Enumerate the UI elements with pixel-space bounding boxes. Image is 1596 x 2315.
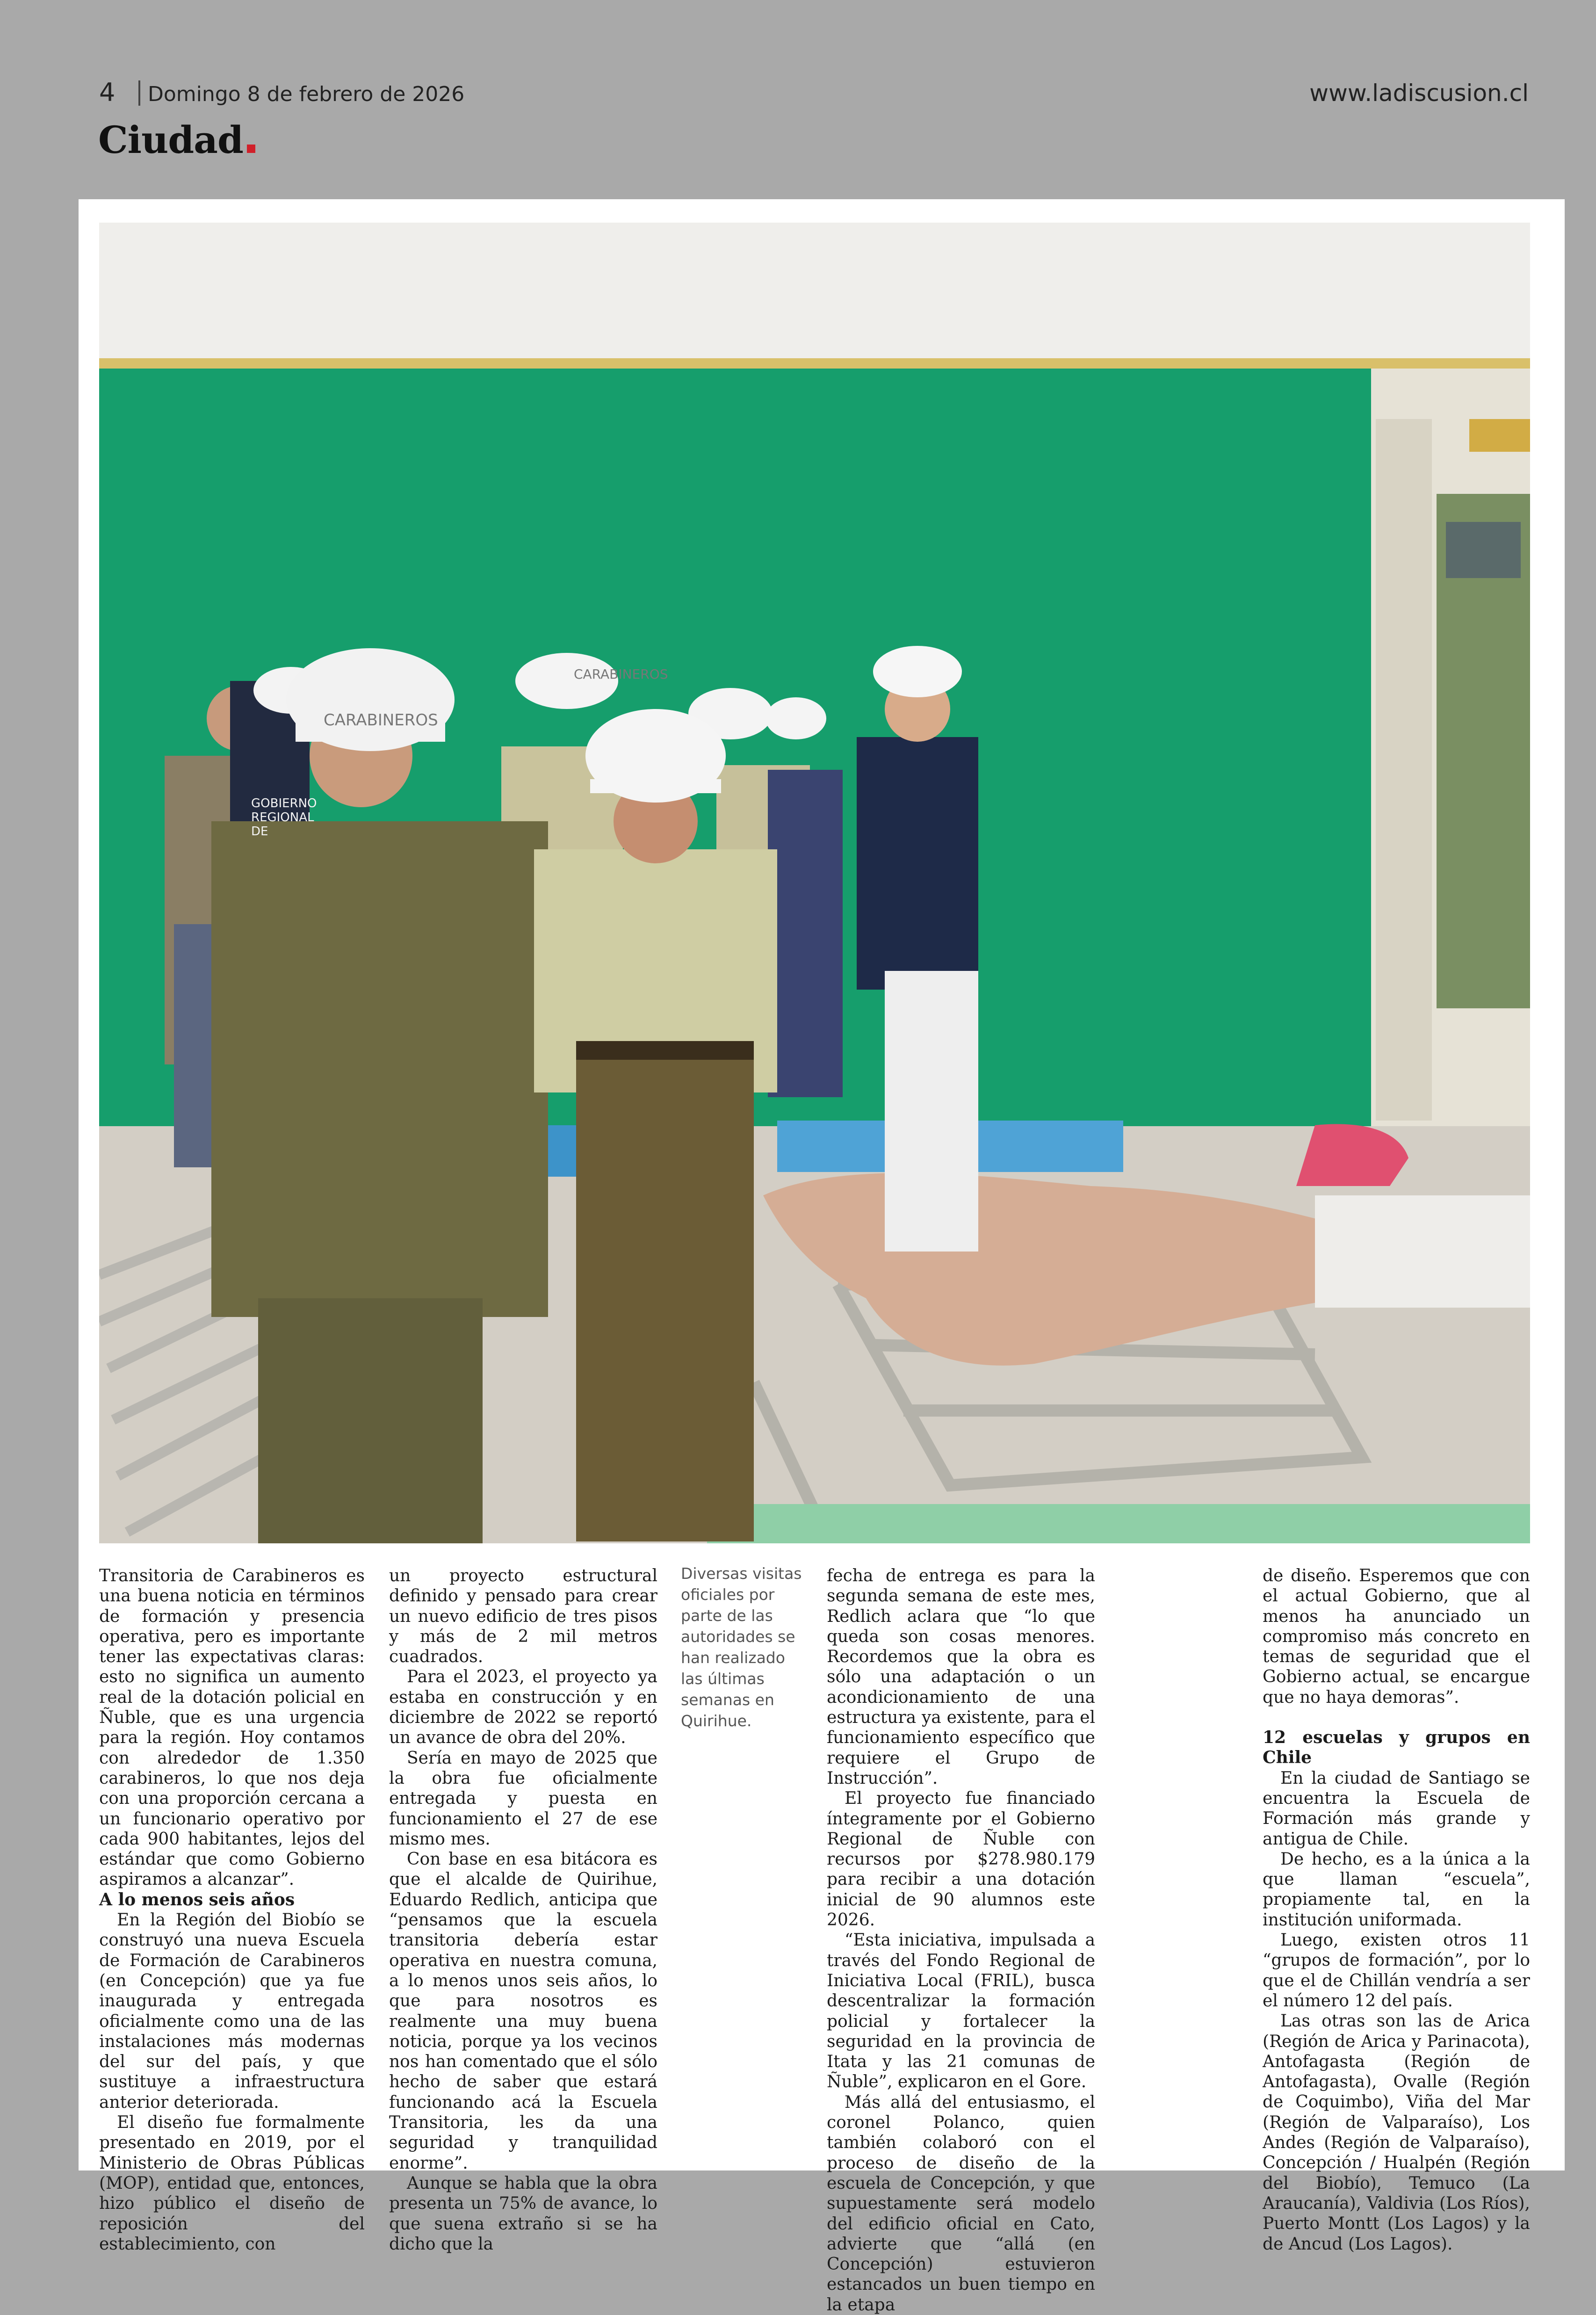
section-title: Ciudad — [98, 118, 255, 162]
paragraph: Sería en mayo de 2025 que la obra fue oficialmente entregada y puesta en funcionamiento el 27 de ese mismo mes. — [389, 1748, 657, 1849]
paragraph: De hecho, es a la única a la que llaman “escuela”, propiamente tal, en la institución uniformada. — [1263, 1849, 1530, 1930]
helmet-label-right: CARABINEROS — [574, 666, 668, 682]
photo-caption: Diversas visitas oficiales por parte de las autoridades se han realizado las últimas semanas en Quirihue. — [681, 1564, 802, 1730]
paragraph: fecha de entrega es para la segunda semana de este mes, Redlich aclara que “lo que queda son cosas menores. Recordemos que la obra es sólo una adaptación o un acondicionamiento de una estructura ya existente, para el funcionamiento específico que requiere el Grupo de Instrucción”. — [827, 1566, 1095, 1788]
vest-text-1: GOBIERNO — [251, 796, 317, 810]
paragraph: Aunque se habla que la obra presenta un 75% de avance, lo que suena extraño si se ha dicho que la — [389, 2173, 657, 2254]
header-divider — [138, 80, 140, 106]
article-column-4 — [1263, 1566, 1530, 2254]
page-header — [0, 0, 1596, 198]
article-column-2 — [389, 1566, 657, 2254]
page-number: 4 — [99, 78, 116, 107]
website-link[interactable]: www.ladiscusion.cl — [1309, 80, 1529, 107]
article-sheet — [79, 199, 1565, 2315]
paragraph: Transitoria de Carabineros es una buena noticia en términos de formación y presencia operativa, pero es importante tener las expectativas claras: esto no significa un aumento real de la dotación policial en Ñuble, que es una urgencia para la región. Hoy contamos con alrededor de 1.350 carabineros, lo que nos deja con una proporción cercana a un funcionario operativo por cada 900 habitantes, lejos del estándar que como Gobierno aspiramos a alcanzar”. — [99, 1566, 365, 1889]
paragraph: Con base en esa bitácora es que el alcalde de Quirihue, Eduardo Redlich, anticipa que “pensamos que la escuela transitoria debería estar operativa en nuestra comuna, a lo menos unos seis años, lo que para nosotros es realmente una muy buena noticia, porque ya los vecinos nos han comentado que el sólo hecho de saber que estará funcionando acá la Escuela Transitoria, les da una seguridad y tranquilidad enorme”. — [389, 1850, 657, 2173]
paragraph: El proyecto fue financiado íntegramente por el Gobierno Regional de Ñuble con recursos por $278.980.179 para recibir a una dotación inicial de 90 alumnos este 2026. — [827, 1789, 1095, 1930]
paragraph: Las otras son las de Arica (Región de Arica y Parinacota), Antofagasta (Región de Antofagasta), Ovalle (Región de Coquimbo), Viña del Mar (Región de Valparaíso), Los Andes (Región de Valparaíso), Concepción / Hualpén (Región del Biobío), Temuco (La Araucanía), Valdivia (Los Ríos), Puerto Montt (Los Lagos) y la de Ancud (Los Lagos). — [1263, 2011, 1530, 2254]
paragraph: Para el 2023, el proyecto ya estaba en construcción y en diciembre de 2022 se reportó un avance de obra del 20%. — [389, 1667, 657, 1748]
paragraph: “Esta iniciativa, impulsada a través del Fondo Regional de Iniciativa Local (FRIL), busca descentralizar la formación policial y fortalecer la seguridad en la provincia de Itata y las 21 comunas de Ñuble”, explicaron en el Gore. — [827, 1931, 1095, 2092]
paragraph: El diseño fue formalmente presentado en 2019, por el Ministerio de Obras Públicas (MOP), entidad que, entonces, hizo público el diseño de reposición del establecimiento, con — [99, 2113, 365, 2254]
paragraph: de diseño. Esperemos que con el actual Gobierno, que al menos ha anunciado un compromiso más concreto en temas de seguridad que el Gobierno actual, se encargue que no haya demoras”. — [1263, 1566, 1530, 1707]
paragraph: un proyecto estructural definido y pensado para crear un nuevo edificio de tres pisos y más de 2 mil metros cuadrados. — [389, 1566, 657, 1667]
paragraph: Más allá del entusiasmo, el coronel Polanco, quien también colaboró con el proceso de diseño de la escuela de Concepción, y que supuestamente será modelo del edificio oficial en Cato, advierte que “allá (en Concepción) estuvieron estancados un buen tiempo en la etapa — [827, 2092, 1095, 2315]
vest-text-2: REGIONAL — [251, 810, 314, 825]
section-dot-icon — [247, 145, 255, 153]
article-column-1 — [99, 1566, 365, 2254]
helmet-label-left: CARABINEROS — [324, 711, 438, 730]
article-column-3 — [827, 1566, 1095, 2315]
paragraph: Luego, existen otros 11 “grupos de formación”, por lo que el de Chillán vendría a ser el número 12 del país. — [1263, 1931, 1530, 2011]
paragraph: En la Región del Biobío se construyó una nueva Escuela de Formación de Carabineros (en Concepción) que ya fue inaugurada y entregada oficialmente como una de las instalaciones más modernas del sur del país, y que sustituye a infraestructura anterior deteriorada. — [99, 1910, 365, 2112]
subheading-seis-anos: A lo menos seis años — [99, 1889, 295, 1910]
edition-date: Domingo 8 de febrero de 2026 — [148, 82, 465, 106]
main-photo — [99, 223, 1530, 1543]
subheading-escuelas: 12 escuelas y grupos en Chile — [1263, 1728, 1530, 1768]
paragraph: En la ciudad de Santiago se encuentra la Escuela de Formación más grande y antigua de Chile. — [1263, 1768, 1530, 1849]
vest-text-3: DE — [251, 825, 268, 839]
